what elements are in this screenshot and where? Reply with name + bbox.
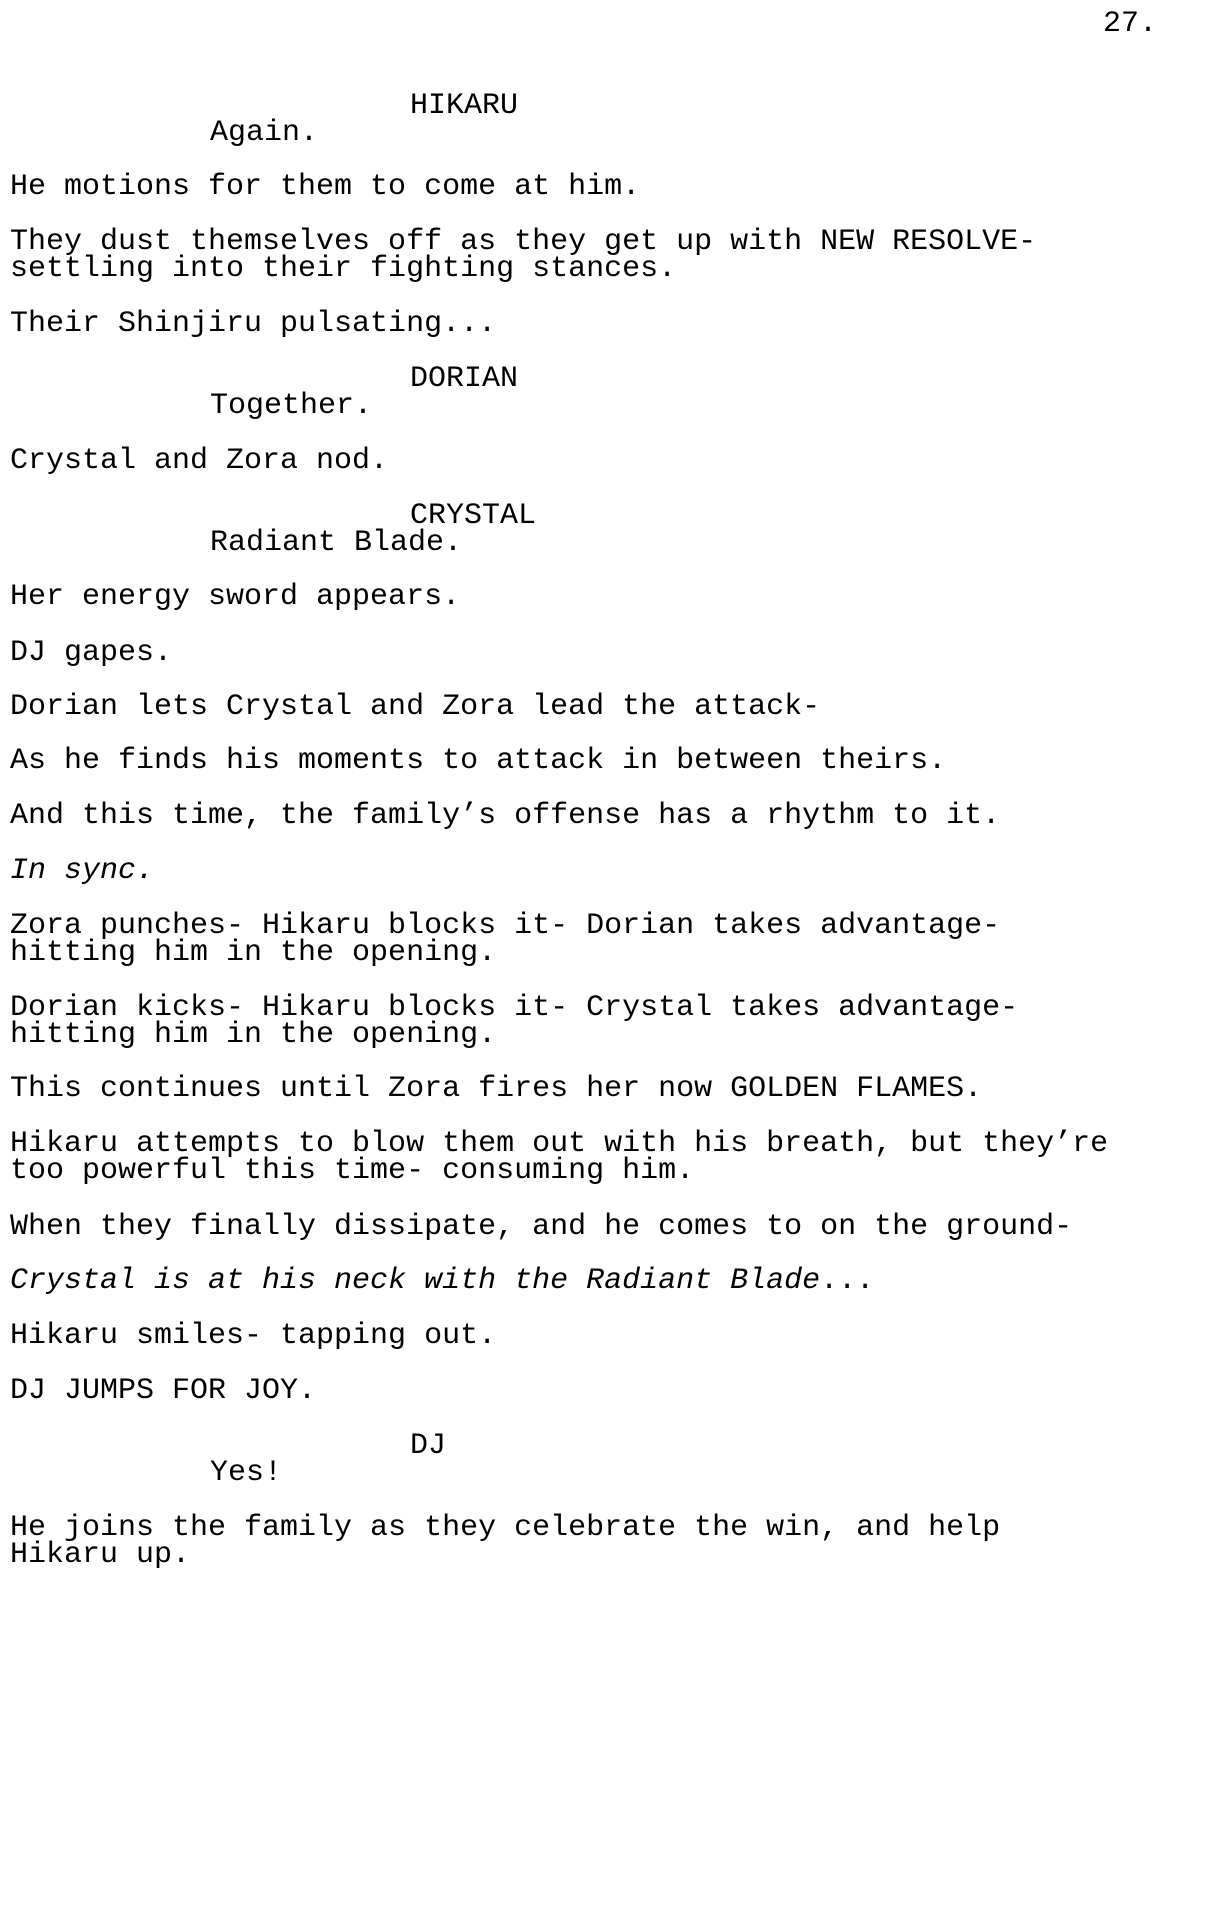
action-line: DJ gapes. <box>10 636 173 670</box>
action-line-italic: In sync. <box>10 854 155 888</box>
action-line: When they finally dissipate, and he comes to on the ground- <box>10 1210 1073 1244</box>
action-line-mixed <box>10 1265 1205 1298</box>
action-line: Hikaru smiles- tapping out. <box>10 1319 497 1353</box>
action-line: Dorian kicks- Hikaru blocks it- Crystal takes advantage- <box>10 991 1019 1025</box>
character-name: CRYSTAL <box>410 499 537 533</box>
dialogue-line: Together. <box>210 389 373 423</box>
character-name: HIKARU <box>410 89 519 123</box>
action-line: Hikaru up. <box>10 1538 191 1572</box>
action-line: settling into their fighting stances. <box>10 252 677 286</box>
action-line: DJ JUMPS FOR JOY. <box>10 1374 317 1408</box>
action-line: Zora punches- Hikaru blocks it- Dorian takes advantage- <box>10 909 1001 943</box>
action-line: Dorian lets Crystal and Zora lead the attack- <box>10 690 821 724</box>
action-line: He joins the family as they celebrate the win, and help <box>10 1511 1001 1545</box>
character-name: DORIAN <box>410 362 519 396</box>
dialogue-line: Yes! <box>210 1456 283 1490</box>
action-line: He motions for them to come at him. <box>10 170 641 204</box>
action-line: too powerful this time- consuming him. <box>10 1154 695 1188</box>
dialogue-line: Again. <box>210 116 319 150</box>
dialogue-line: Radiant Blade. <box>210 526 463 560</box>
action-line: Their Shinjiru pulsating... <box>10 307 497 341</box>
italic-span: Crystal is at his neck with the Radiant Blade <box>10 1264 821 1298</box>
ellipsis-span: ... <box>820 1264 875 1298</box>
action-line: hitting him in the opening. <box>10 936 497 970</box>
action-line: And this time, the family’s offense has a rhythm to it. <box>10 799 1001 833</box>
action-line: As he finds his moments to attack in between theirs. <box>10 744 947 778</box>
page-number: 27. <box>1103 7 1158 41</box>
action-line: Crystal and Zora nod. <box>10 444 389 478</box>
character-name: DJ <box>410 1429 447 1463</box>
action-line: They dust themselves off as they get up with NEW RESOLVE- <box>10 225 1037 259</box>
action-line: Her energy sword appears. <box>10 580 461 614</box>
action-line: hitting him in the opening. <box>10 1018 497 1052</box>
action-line: Hikaru attempts to blow them out with his breath, but they’re <box>10 1127 1109 1161</box>
action-line: This continues until Zora fires her now GOLDEN FLAMES. <box>10 1072 983 1106</box>
